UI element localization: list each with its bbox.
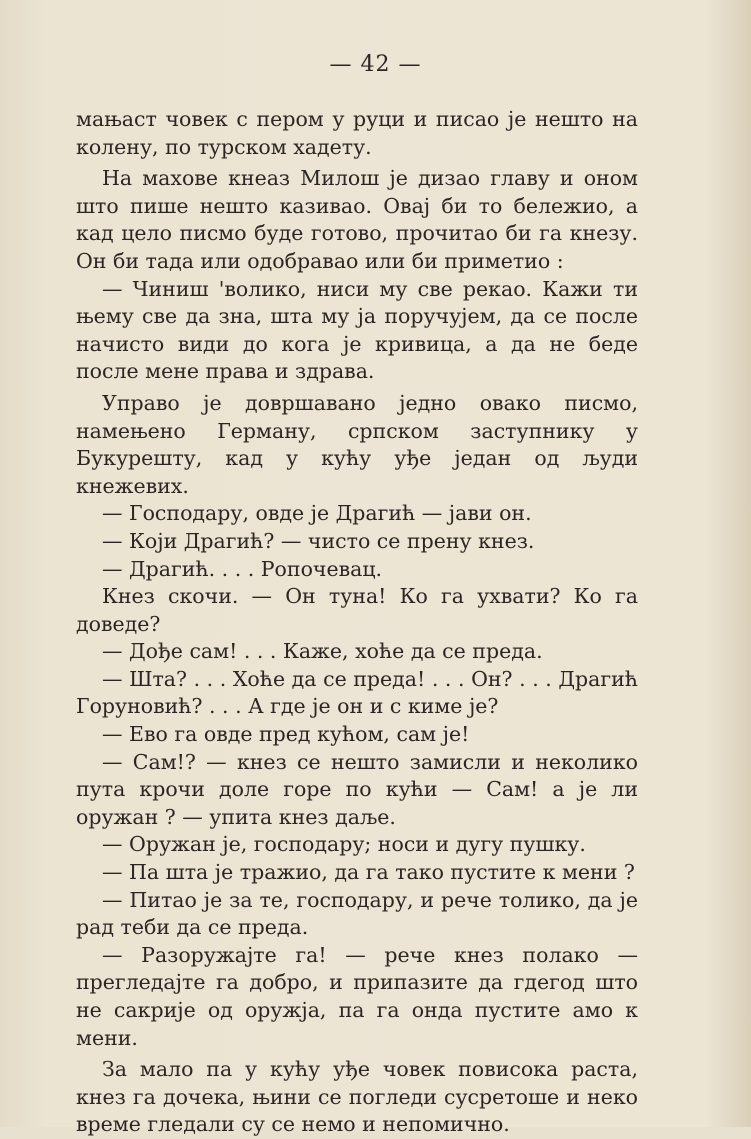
paragraph: — Ево га овде пред кућом, сам је! bbox=[102, 722, 470, 747]
body-text bbox=[76, 106, 638, 1139]
paragraph: — Па шта је тражио, да га тако пустите к мени ? bbox=[102, 860, 635, 885]
paragraph: — Чиниш 'волико, ниси му све рекао. Кажи ти њему све да зна, шта му ја поручујем, да се после начисто види до кога је кривица, а да не беде после мене права и здрава. bbox=[76, 276, 638, 384]
paragraph: — Господару, овде је Драгић — јави он. bbox=[102, 501, 532, 526]
paragraph: — Шта? . . . Хоће да се преда! . . . Он? . . . Драгић Горуновић? . . . А где је он и с киме је? bbox=[76, 666, 638, 719]
paragraph: Кнез скочи. — Он туна! Ко га ухвати? Ко га доведе? bbox=[76, 584, 638, 636]
paragraph: — Разоружајте га! — рече кнез полако — прегледајте га добро, и припазите да гдегод што не сакрије од оружја, па га онда пустите амо к мени. bbox=[76, 942, 638, 1050]
paragraph: — Питао је за те, господару, и рече толико, да је рад теби да се преда. bbox=[76, 887, 638, 940]
paragraph: За мало па у кућу уђе човек повисока раста, кнез га дочека, њини се погледи сусретоше и неко време гледали су се немо и непомично. bbox=[76, 1057, 638, 1137]
paragraph: — Драгић. . . . Ропочевац. bbox=[102, 556, 383, 581]
paragraph: Управо је довршавано једно овако писмо, намењено Герману, српском заступнику у Букурешту, кад у кућу уђе један од људи кнежевих. bbox=[76, 390, 638, 498]
paragraph: мањаст човек с пером у руци и писао је нешто на колену, по турском хадету. bbox=[76, 107, 638, 159]
paragraph: — Сам!? — кнез се нешто замисли и неколико пута крочи доле горе по кући — Сам! а је ли оружан ? — упита кнез даље. bbox=[76, 749, 638, 829]
page-number: — 42 — bbox=[329, 52, 422, 77]
paragraph: — Који Драгић? — чисто се прену кнез. bbox=[102, 528, 535, 553]
paragraph: — Дође сам! . . . Каже, хоће да се преда. bbox=[102, 639, 543, 664]
paragraph: На махове кнеаз Милош је дизао главу и оном што пише нешто казивао. Овај би то бележио, а кад цело писмо буде готово, прочитао би га кнезу. Он би тада или одобравао или би приметио : bbox=[76, 166, 638, 273]
paragraph: — Оружан је, господару; носи и дугу пушку. bbox=[102, 832, 586, 857]
